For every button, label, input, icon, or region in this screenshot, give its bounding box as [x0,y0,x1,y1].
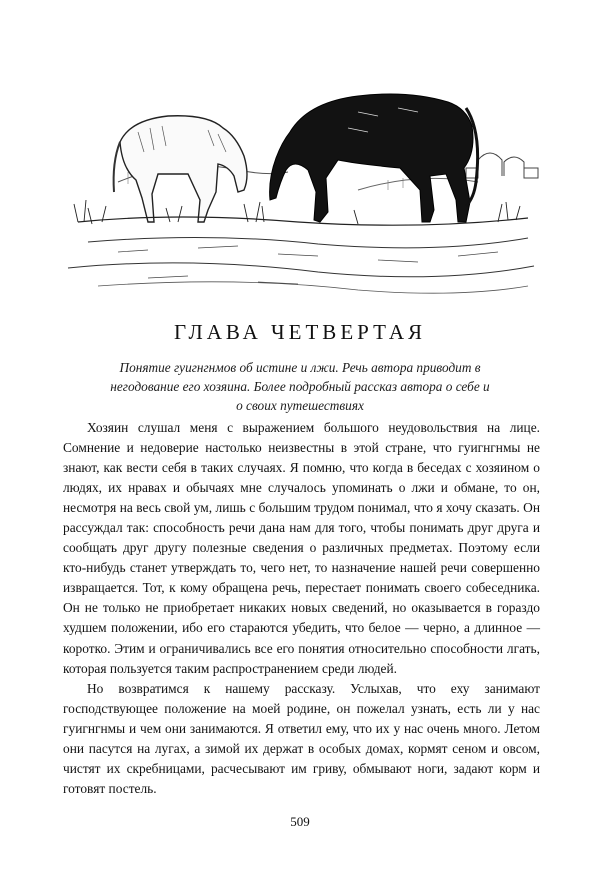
paragraph: Хозяин слушал меня с выражением большого неудовольствия на лице. Сомнение и недоверие настолько неизвестны в этой стране, что гуигнгнмы не знают, как вести себя в таких случаях. Я помню, что когда в беседах с хозяином о людях, их нравах и обычаях мне случалось упоминать о лжи и обмане, то он, несмотря на весь свой ум, лишь с большим трудом понимал, что я хочу сказать. Он рассуждал так: способность речи дана нам для того, чтобы понимать друг друга и сообщать друг другу полезные сведения о различных предметах. Поэтому если кто-нибудь станет утверждать то, чего нет, то назначение нашей речи совершенно извращается. Тот, к кому обращена речь, перестает понимать своего собеседника. Он не только не приобретает никаких новых сведений, но оказывается в гораздо худшем положении, ибо его стараются убедить, что белое — черно, а длинное — коротко. Этим и ограничивались все его понятия относительно способности лгать, которая пользуется таким распространением среди людей. [63,420,540,676]
chapter-title: ГЛАВА ЧЕТВЕРТАЯ [173,320,427,344]
horses-grazing-engraving-icon [58,72,542,300]
chapter-summary: Понятие гуигнгнмов об истине и лжи. Речь автора приводит в негодование его хозяина. Более подробный рассказ автора о себе и о своих путешествиях [110,360,490,413]
body-text [63,418,540,799]
paragraph: Но возвратимся к нашему рассказу. Услыхав, что еху занимают господствующее положение на моей родине, он пожелал узнать, есть ли у нас гуигнгнмы и чем они занимаются. Я ответил ему, что их у нас очень много. Летом они пасутся на лугах, а зимой их держат в особых домах, кормят сеном и овсом, чистят их скребницами, расчесывают им гриву, обмывают ноги, задают корм и готовят постель. [63,680,540,796]
page-number: 509 [290,814,310,829]
